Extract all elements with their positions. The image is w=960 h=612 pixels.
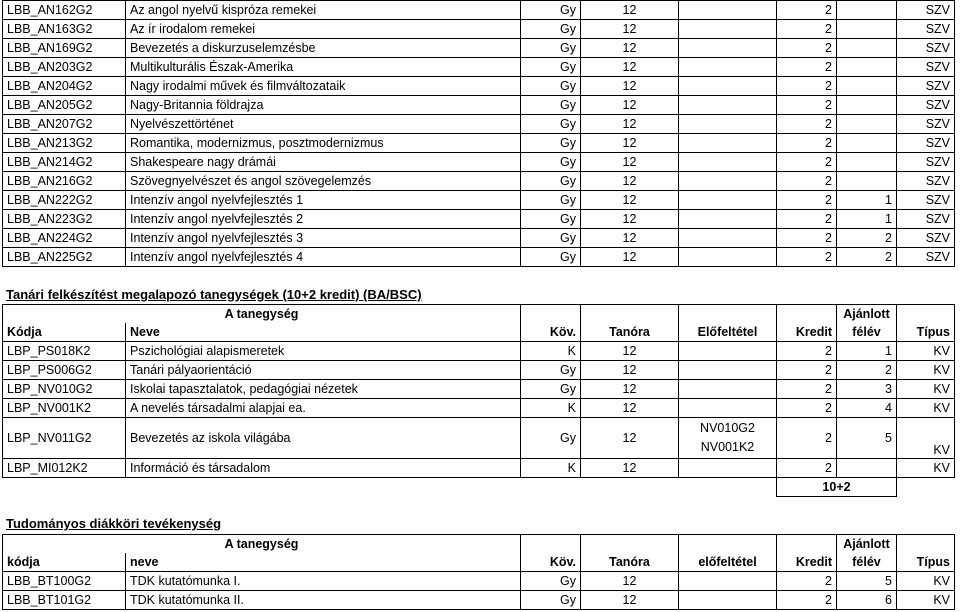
course-tanora: 12 — [581, 1, 679, 20]
group-header: A tanegység — [3, 535, 521, 554]
table-row — [3, 20, 955, 39]
course-felev — [837, 20, 897, 39]
course-kredit: 2 — [777, 342, 837, 361]
course-kov: K — [521, 459, 581, 478]
course-prerequisite — [679, 134, 777, 153]
course-kredit: 2 — [777, 96, 837, 115]
course-name: TDK kutatómunka I. — [126, 572, 521, 591]
course-kredit: 2 — [777, 380, 837, 399]
table-row — [3, 342, 955, 361]
course-tipus: SZV — [897, 153, 955, 172]
course-tanora: 12 — [581, 361, 679, 380]
table-row — [3, 380, 955, 399]
header-tipus: Típus — [897, 323, 955, 342]
table-row — [3, 572, 955, 591]
course-kredit: 2 — [777, 134, 837, 153]
course-felev: 1 — [837, 191, 897, 210]
course-tanora: 12 — [581, 191, 679, 210]
header-felev: félév — [837, 553, 897, 572]
course-prerequisite — [679, 399, 777, 418]
header-kredit: Kredit — [777, 323, 837, 342]
teacher-section-title: Tanári felkészítést megalapozó tanegységek (10+2 kredit) (BA/BSC) — [6, 287, 422, 302]
header-elofeltetel: előfeltétel — [679, 553, 777, 572]
course-name: Szövegnyelvészet és angol szövegelemzés — [126, 172, 521, 191]
table-row — [3, 153, 955, 172]
course-felev: 5 — [837, 418, 897, 459]
course-name: Intenzív angol nyelvfejlesztés 3 — [126, 229, 521, 248]
course-name: Bevezetés a diskurzuselemzésbe — [126, 39, 521, 58]
course-tanora: 12 — [581, 153, 679, 172]
research-header-group-row — [3, 535, 955, 554]
teacher-header-row — [3, 323, 955, 342]
table-row — [3, 96, 955, 115]
course-code: LBB_AN225G2 — [3, 248, 126, 267]
table-row — [3, 418, 955, 459]
course-felev: 1 — [837, 342, 897, 361]
course-felev — [837, 153, 897, 172]
course-code: LBB_AN223G2 — [3, 210, 126, 229]
course-kov: Gy — [521, 39, 581, 58]
course-prerequisite — [679, 210, 777, 229]
course-tanora: 12 — [581, 459, 679, 478]
course-tanora: 12 — [581, 342, 679, 361]
course-tipus: SZV — [897, 191, 955, 210]
course-code: LBB_AN163G2 — [3, 20, 126, 39]
course-kov: Gy — [521, 134, 581, 153]
course-felev — [837, 172, 897, 191]
research-courses-table — [2, 534, 955, 610]
course-kredit: 2 — [777, 172, 837, 191]
course-tanora: 12 — [581, 399, 679, 418]
course-tipus: SZV — [897, 1, 955, 20]
group-header: A tanegység — [3, 305, 521, 324]
course-code: LBB_AN213G2 — [3, 134, 126, 153]
course-tanora: 12 — [581, 96, 679, 115]
table-row — [3, 1, 955, 20]
header-kredit: Kredit — [777, 553, 837, 572]
course-code: LBB_AN169G2 — [3, 39, 126, 58]
course-kredit: 2 — [777, 248, 837, 267]
header-elofeltetel: Előfeltétel — [679, 323, 777, 342]
course-felev — [837, 459, 897, 478]
course-tipus: SZV — [897, 77, 955, 96]
course-tipus: SZV — [897, 210, 955, 229]
elective-courses-table — [2, 0, 955, 267]
table-row — [3, 191, 955, 210]
course-tipus: SZV — [897, 58, 955, 77]
course-kov: Gy — [521, 380, 581, 399]
credit-total: 10+2 — [777, 478, 897, 497]
course-code: LBB_AN216G2 — [3, 172, 126, 191]
header-code: Kódja — [3, 323, 126, 342]
header-name: Neve — [126, 323, 521, 342]
course-name: Az ír irodalom remekei — [126, 20, 521, 39]
course-kredit: 2 — [777, 399, 837, 418]
course-tanora: 12 — [581, 134, 679, 153]
course-tipus: KV — [897, 380, 955, 399]
course-prerequisite — [679, 153, 777, 172]
course-kov: Gy — [521, 248, 581, 267]
research-section-title: Tudományos diákköri tevékenység — [6, 516, 222, 531]
course-felev: 6 — [837, 591, 897, 610]
course-code: LBP_PS018K2 — [3, 342, 126, 361]
course-tipus: SZV — [897, 96, 955, 115]
teacher-courses-table — [2, 304, 955, 497]
header-kov: Köv. — [521, 553, 581, 572]
table-row — [3, 115, 955, 134]
course-name: Bevezetés az iskola világába — [126, 418, 521, 459]
course-name: Nagy-Britannia földrajza — [126, 96, 521, 115]
table-row — [3, 229, 955, 248]
course-tanora: 12 — [581, 58, 679, 77]
course-name: Pszichológiai alapismeretek — [126, 342, 521, 361]
course-prerequisite — [679, 20, 777, 39]
course-prerequisites — [679, 459, 777, 478]
course-kredit: 2 — [777, 591, 837, 610]
course-name: Intenzív angol nyelvfejlesztés 1 — [126, 191, 521, 210]
header-code: kódja — [3, 553, 126, 572]
table-row — [3, 58, 955, 77]
course-name: Multikulturális Észak-Amerika — [126, 58, 521, 77]
recommended-header-top: Ajánlott — [837, 535, 897, 554]
course-code: LBP_MI012K2 — [3, 459, 126, 478]
header-felev: félév — [837, 323, 897, 342]
course-tanora: 12 — [581, 380, 679, 399]
course-code: LBP_PS006G2 — [3, 361, 126, 380]
course-prerequisite — [679, 380, 777, 399]
course-kov: Gy — [521, 20, 581, 39]
credit-total-row — [3, 478, 955, 497]
course-prerequisite — [679, 172, 777, 191]
course-name: Nyelvészettörténet — [126, 115, 521, 134]
course-tanora: 12 — [581, 418, 679, 459]
course-code: LBB_AN224G2 — [3, 229, 126, 248]
course-name: A nevelés társadalmi alapjai ea. — [126, 399, 521, 418]
course-tipus: SZV — [897, 134, 955, 153]
course-name: Romantika, modernizmus, posztmodernizmus — [126, 134, 521, 153]
course-tipus: KV — [897, 361, 955, 380]
course-code: LBB_AN214G2 — [3, 153, 126, 172]
course-felev — [837, 115, 897, 134]
course-felev — [837, 39, 897, 58]
course-tanora: 12 — [581, 39, 679, 58]
course-prerequisite — [679, 1, 777, 20]
course-name: Intenzív angol nyelvfejlesztés 2 — [126, 210, 521, 229]
course-kredit: 2 — [777, 191, 837, 210]
course-kov: K — [521, 399, 581, 418]
research-header-row — [3, 553, 955, 572]
header-tipus: Típus — [897, 553, 955, 572]
course-kredit: 2 — [777, 1, 837, 20]
teacher-header-group-row — [3, 305, 955, 324]
course-kov: Gy — [521, 58, 581, 77]
course-kov: Gy — [521, 1, 581, 20]
course-name: Iskolai tapasztalatok, pedagógiai nézetek — [126, 380, 521, 399]
course-kredit: 2 — [777, 361, 837, 380]
course-prerequisite — [679, 361, 777, 380]
course-name: Nagy irodalmi művek és filmváltozataik — [126, 77, 521, 96]
table-row — [3, 77, 955, 96]
course-tipus: SZV — [897, 115, 955, 134]
course-kredit: 2 — [777, 20, 837, 39]
course-name: Az angol nyelvű kispróza remekei — [126, 1, 521, 20]
course-prerequisite — [679, 39, 777, 58]
course-tipus: KV — [897, 342, 955, 361]
course-felev: 3 — [837, 380, 897, 399]
table-row — [3, 134, 955, 153]
course-tanora: 12 — [581, 172, 679, 191]
course-kov: Gy — [521, 191, 581, 210]
course-felev: 2 — [837, 361, 897, 380]
course-felev — [837, 96, 897, 115]
course-kov: Gy — [521, 77, 581, 96]
course-tipus: KV — [897, 459, 955, 478]
course-tipus: SZV — [897, 20, 955, 39]
course-prerequisite — [679, 115, 777, 134]
table-row — [3, 248, 955, 267]
course-felev — [837, 77, 897, 96]
course-tanora: 12 — [581, 20, 679, 39]
course-kov: Gy — [521, 153, 581, 172]
course-felev: 2 — [837, 229, 897, 248]
course-name: TDK kutatómunka II. — [126, 591, 521, 610]
course-tanora: 12 — [581, 591, 679, 610]
course-code: LBB_AN205G2 — [3, 96, 126, 115]
course-kov: Gy — [521, 591, 581, 610]
table-row — [3, 459, 955, 478]
course-kov: Gy — [521, 210, 581, 229]
course-prerequisite — [679, 591, 777, 610]
recommended-header-top: Ajánlott — [837, 305, 897, 324]
course-kov: Gy — [521, 229, 581, 248]
prerequisite-1: NV010G2 — [700, 421, 755, 435]
course-kredit: 2 — [777, 418, 837, 459]
course-prerequisite — [679, 191, 777, 210]
course-felev — [837, 1, 897, 20]
course-kredit: 2 — [777, 115, 837, 134]
table-row — [3, 39, 955, 58]
course-tipus: SZV — [897, 39, 955, 58]
course-kredit: 2 — [777, 58, 837, 77]
course-code: LBP_NV011G2 — [3, 418, 126, 459]
course-code: LBP_NV010G2 — [3, 380, 126, 399]
course-kredit: 2 — [777, 572, 837, 591]
course-code: LBB_AN204G2 — [3, 77, 126, 96]
course-kredit: 2 — [777, 210, 837, 229]
course-tipus: SZV — [897, 229, 955, 248]
course-tanora: 12 — [581, 115, 679, 134]
course-prerequisite — [679, 77, 777, 96]
course-tipus: KV — [897, 572, 955, 591]
course-felev — [837, 134, 897, 153]
table-row — [3, 361, 955, 380]
course-kov: Gy — [521, 361, 581, 380]
course-code: LBB_BT101G2 — [3, 591, 126, 610]
course-tanora: 12 — [581, 572, 679, 591]
course-prerequisite — [679, 58, 777, 77]
header-tanora: Tanóra — [581, 323, 679, 342]
course-felev: 5 — [837, 572, 897, 591]
course-tanora: 12 — [581, 229, 679, 248]
table-row — [3, 591, 955, 610]
course-name: Tanári pályaorientáció — [126, 361, 521, 380]
course-kov: Gy — [521, 96, 581, 115]
course-tipus: SZV — [897, 172, 955, 191]
course-prerequisite — [679, 342, 777, 361]
course-name: Shakespeare nagy drámái — [126, 153, 521, 172]
course-code: LBB_BT100G2 — [3, 572, 126, 591]
course-kov: Gy — [521, 172, 581, 191]
course-code: LBB_AN222G2 — [3, 191, 126, 210]
course-kredit: 2 — [777, 39, 837, 58]
course-prerequisite — [679, 96, 777, 115]
course-felev: 4 — [837, 399, 897, 418]
course-felev: 1 — [837, 210, 897, 229]
course-tipus: KV — [897, 418, 955, 459]
course-name: Információ és társadalom — [126, 459, 521, 478]
course-kredit: 2 — [777, 229, 837, 248]
course-code: LBB_AN162G2 — [3, 1, 126, 20]
course-felev — [837, 58, 897, 77]
course-prerequisite — [679, 229, 777, 248]
course-kredit: 2 — [777, 77, 837, 96]
course-prerequisites — [679, 418, 777, 459]
course-tanora: 12 — [581, 248, 679, 267]
course-code: LBB_AN207G2 — [3, 115, 126, 134]
table-row — [3, 399, 955, 418]
course-prerequisite — [679, 248, 777, 267]
course-name: Intenzív angol nyelvfejlesztés 4 — [126, 248, 521, 267]
course-tanora: 12 — [581, 77, 679, 96]
header-kov: Köv. — [521, 323, 581, 342]
course-tanora: 12 — [581, 210, 679, 229]
course-kov: Gy — [521, 572, 581, 591]
table-row — [3, 172, 955, 191]
course-kov: Gy — [521, 418, 581, 459]
course-tipus: KV — [897, 591, 955, 610]
course-kov: K — [521, 342, 581, 361]
course-kredit: 2 — [777, 459, 837, 478]
prerequisite-2: NV001K2 — [700, 440, 755, 454]
course-prerequisite — [679, 572, 777, 591]
course-code: LBP_NV001K2 — [3, 399, 126, 418]
course-tipus: KV — [897, 399, 955, 418]
course-tipus: SZV — [897, 248, 955, 267]
course-code: LBB_AN203G2 — [3, 58, 126, 77]
course-kredit: 2 — [777, 153, 837, 172]
table-row — [3, 210, 955, 229]
course-kov: Gy — [521, 115, 581, 134]
header-tanora: Tanóra — [581, 553, 679, 572]
header-name: neve — [126, 553, 521, 572]
course-felev: 2 — [837, 248, 897, 267]
